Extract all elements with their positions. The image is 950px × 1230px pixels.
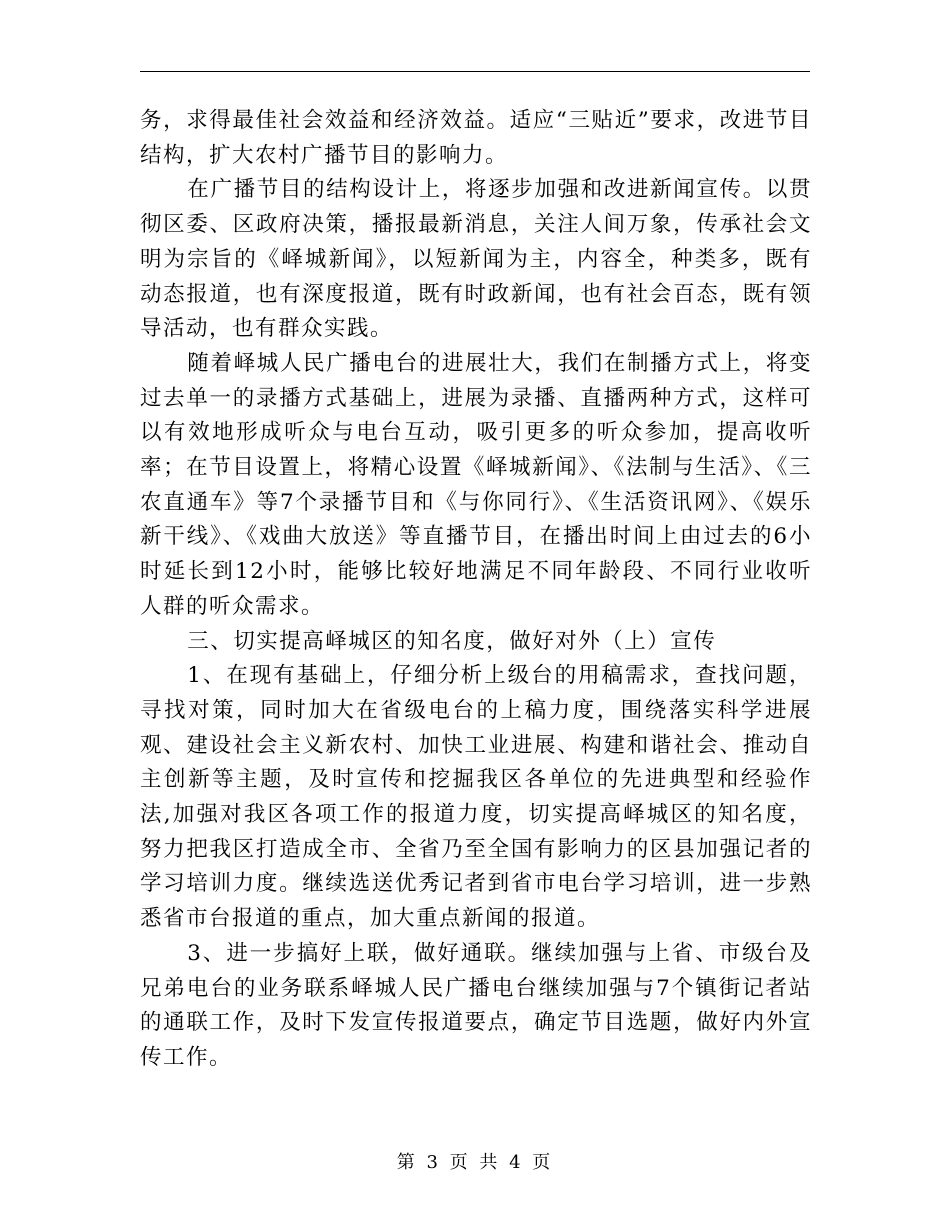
paragraph-4: 1、在现有基础上，仔细分析上级台的用稿需求，查找问题，寻找对策，同时加大在省级电台的上稿力度，围绕落实科学进展观、建设社会主义新农村、加快工业进展、构建和谐社会、推动自主创新等主题，及时宣传和挖掘我区各单位的先进典型和经验作法,加强对我区各项工作的报道力度，切实提高峄城区的知名度，努力把我区打造成全市、全省乃至全国有影响力的区县加强记者的学习培训力度。继续选送优秀记者到省市电台学习培训，进一步熟悉省市台报道的重点，加大重点新闻的报道。 bbox=[140, 663, 812, 932]
paragraph-3: 随着峄城人民广播电台的进展壮大，我们在制播方式上，将变过去单一的录播方式基础上，进展为录播、直播两种方式，这样可以有效地形成听众与电台互动，吸引更多的听众参加，提高收听率；在节目设置上，将精心设置《峄城新闻》、《法制与生活》、《三农直通车》等7个录播节目和《与你同行》、《生活资讯网》、《娱乐新干线》、《戏曲大放送》等直播节目，在播出时间上由过去的6小时延长到12小时，能够比较好地满足不同年龄段、不同行业收听人群的听众需求。 bbox=[140, 350, 812, 619]
paragraph-5: 3、进一步搞好上联，做好通联。继续加强与上省、市级台及兄弟电台的业务联系峄城人民广播电台继续加强与7个镇街记者站的通联工作，及时下发宣传报道要点，确定节目选题，做好内外宣传工作。 bbox=[140, 940, 812, 1070]
header-rule bbox=[140, 71, 810, 72]
page-number: 第 3 页 共 4 页 bbox=[396, 1152, 554, 1173]
paragraph-2: 在广播节目的结构设计上，将逐步加强和改进新闻宣传。以贯彻区委、区政府决策，播报最新消息，关注人间万象，传承社会文明为宗旨的《峄城新闻》，以短新闻为主，内容全，种类多，既有动态报道，也有深度报道，既有时政新闻，也有社会百态，既有领导活动，也有群众实践。 bbox=[140, 177, 812, 342]
section-heading: 三、切实提高峄城区的知名度，做好对外（上）宣传 bbox=[187, 628, 717, 654]
body-text bbox=[140, 104, 812, 1076]
paragraph-1: 务，求得最佳社会效益和经济效益。适应“三贴近”要求，改进节目结构，扩大农村广播节目的影响力。 bbox=[140, 108, 812, 168]
